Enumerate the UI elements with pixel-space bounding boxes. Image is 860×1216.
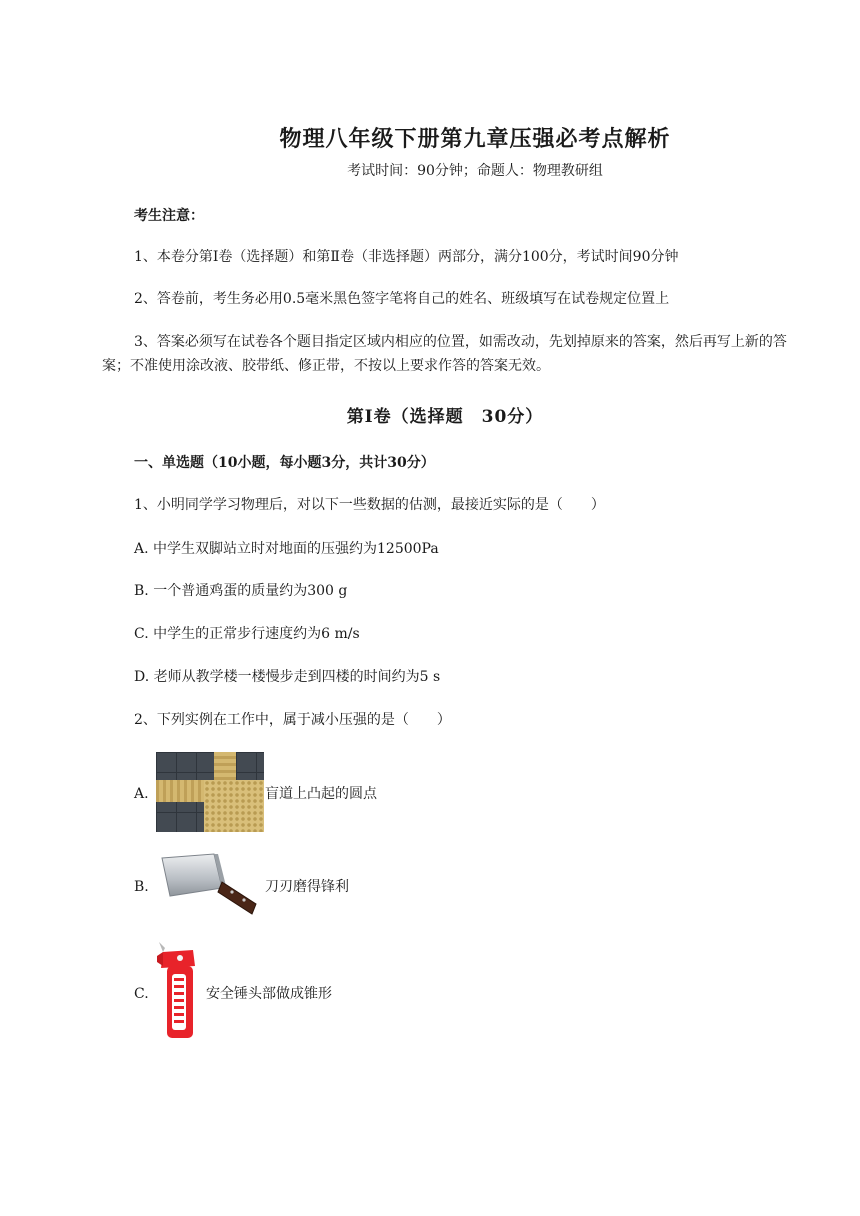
question-2-option-c-text: 安全锤头部做成锥形 <box>206 986 332 1002</box>
notice-item-1: 1、本卷分第Ⅰ卷（选择题）和第Ⅱ卷（非选择题）两部分，满分100分，考试时间90分钟 <box>134 249 679 265</box>
exam-info: 考试时间：90分钟；命题人：物理教研组 <box>347 163 603 179</box>
notice-item-3: 3、答案必须写在试卷各个题目指定区域内相应的位置，如需改动，先划掉原来的答案，然后再写上新的答案；不准使用涂改液、胶带纸、修正带，不按以上要求作答的答案无效。 <box>102 334 787 374</box>
question-2-stem: 2、下列实例在工作中，属于减小压强的是（ ） <box>134 712 451 728</box>
question-1-option-d: D. 老师从教学楼一楼慢步走到四楼的时间约为5 s <box>134 669 441 685</box>
tactile-paving-image <box>156 752 264 832</box>
safety-hammer-image <box>153 940 203 1044</box>
question-2-option-c-letter: C. <box>134 986 149 1002</box>
question-2-option-a-letter: A. <box>134 786 149 802</box>
notice-item-2: 2、答卷前，考生务必用0.5毫米黑色签字笔将自己的姓名、班级填写在试卷规定位置上 <box>134 291 670 307</box>
part-heading: 一、单选题（10小题，每小题3分，共计30分） <box>134 455 435 471</box>
question-2-option-a-text: 盲道上凸起的圆点 <box>265 786 377 802</box>
question-1-option-a: A. 中学生双脚站立时对地面的压强约为12500Pa <box>134 541 439 557</box>
question-1-stem: 1、小明同学学习物理后，对以下一些数据的估测，最接近实际的是（ ） <box>134 497 605 513</box>
question-2-option-b-letter: B. <box>134 879 149 895</box>
cleaver-knife-image <box>156 852 260 918</box>
question-1-option-b: B. 一个普通鸡蛋的质量约为300 g <box>134 583 348 599</box>
question-1-option-c: C. 中学生的正常步行速度约为6 m/s <box>134 626 360 642</box>
document-title: 物理八年级下册第九章压强必考点解析 <box>279 126 671 152</box>
section-title: 第Ⅰ卷（选择题 30分） <box>346 407 544 427</box>
notice-heading: 考生注意： <box>134 208 204 224</box>
question-2-option-b-text: 刀刃磨得锋利 <box>265 879 349 895</box>
